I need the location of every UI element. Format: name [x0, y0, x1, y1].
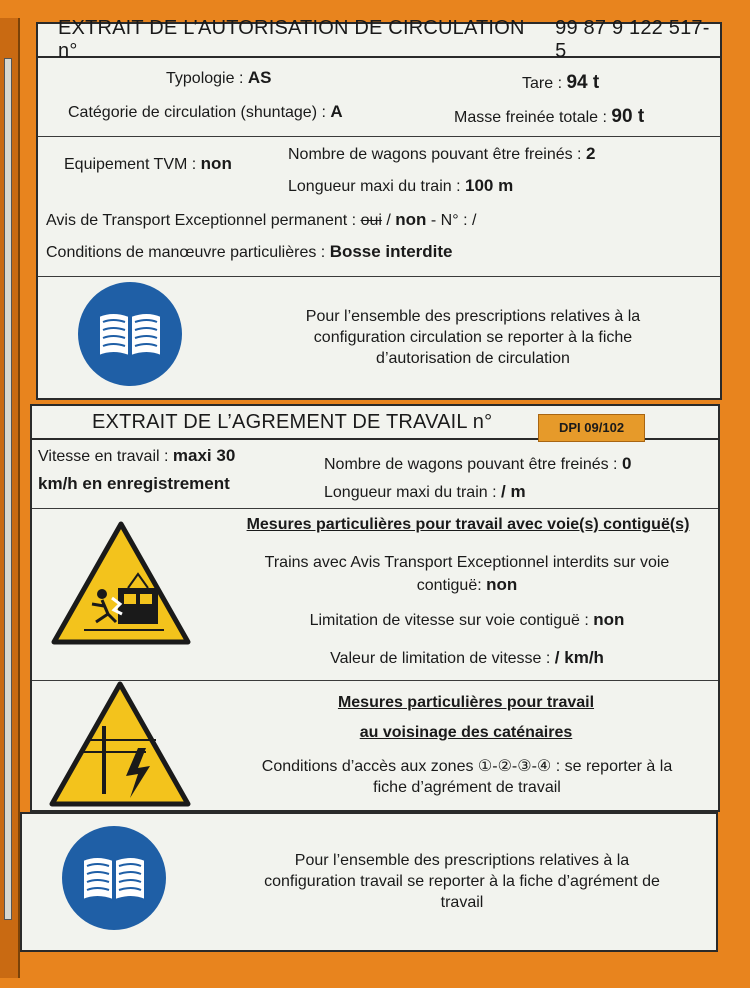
circulation-number: 99 87 9 122 517-5 [555, 17, 710, 62]
wagons [288, 144, 595, 164]
electric-hazard-icon [46, 678, 194, 812]
agrement-badge: DPI 09/102 [538, 414, 645, 442]
masse [454, 106, 644, 128]
vitesse [38, 446, 235, 466]
avis-separator: / [386, 212, 391, 229]
conditions-value: Bosse interdite [329, 242, 453, 261]
avis-oui: oui [360, 212, 382, 229]
tvm-value: non [200, 154, 232, 173]
warning-train-icon [48, 518, 194, 650]
work-wagons [324, 454, 631, 474]
work-longueur-label: Longueur maxi du train : [324, 484, 497, 501]
circulation-title: EXTRAIT DE L’AUTORISATION DE CIRCULATION n° [58, 17, 525, 62]
valeur-value: / km/h [554, 648, 604, 667]
trains-label: contiguë: [416, 577, 482, 594]
circulation-info [258, 306, 688, 369]
work-title: EXTRAIT DE L’AGREMENT DE TRAVAIL n° [92, 410, 493, 433]
vitesse-label: Vitesse en travail : [38, 448, 169, 465]
left-frame [0, 18, 20, 978]
circulation-header [38, 17, 720, 62]
caten-title-line: Mesures particulières pour travail [337, 694, 595, 711]
divider [38, 136, 720, 137]
work-wagons-value: 0 [621, 454, 632, 473]
caten-title [228, 688, 704, 748]
masse-label: Masse freinée totale : [454, 109, 607, 126]
typologie-label: Typologie : [166, 70, 244, 87]
mesures-title-text: Mesures particulières pour travail avec voie(s) contiguë(s) [246, 516, 690, 533]
divider [38, 276, 720, 277]
categorie [68, 102, 343, 122]
info-line: configuration travail se reporter à la fiche d’agrément de [264, 873, 660, 890]
info-line: Pour l’ensemble des prescriptions relatives à la [294, 852, 630, 869]
info-line: Pour l’ensemble des prescriptions relatives à la [305, 308, 641, 325]
work-wagons-label: Nombre de wagons pouvant être freinés : [324, 456, 618, 473]
typologie-value: AS [247, 68, 272, 87]
caten-title-line: au voisinage des caténaires [359, 724, 573, 741]
work-longueur [324, 482, 526, 502]
tvm-label: Equipement TVM : [64, 156, 197, 173]
acces-line: fiche d’agrément de travail [373, 779, 561, 796]
tare [522, 72, 599, 94]
longueur-label: Longueur maxi du train : [288, 178, 461, 195]
categorie-label: Catégorie de circulation (shuntage) : [68, 104, 326, 121]
footer-info [212, 850, 712, 913]
limitation-label: Limitation de vitesse sur voie contiguë : [309, 612, 589, 629]
footer-plate [20, 812, 718, 952]
tvm [64, 154, 232, 174]
circulation-plate [36, 17, 722, 400]
book-icon [62, 826, 166, 930]
work-plate [30, 404, 720, 812]
vitesse-value-2: km/h en enregistrement [38, 474, 230, 493]
info-line: configuration circulation se reporter à la fiche [313, 329, 633, 346]
wagons-value: 2 [585, 144, 596, 163]
acces-block [222, 756, 712, 798]
info-line: d’autorisation de circulation [376, 350, 570, 367]
info-line: travail [440, 894, 484, 911]
work-longueur-value: / m [501, 482, 526, 501]
categorie-value: A [330, 102, 343, 121]
avis-number: - N° : / [430, 212, 477, 229]
trains-line: Trains avec Avis Transport Exceptionnel interdits sur voie [264, 554, 670, 571]
longueur [288, 176, 513, 196]
mesures-title [228, 516, 708, 534]
limitation [232, 610, 702, 630]
acces-line: Conditions d’accès aux zones ①-②-③-④ : se reporter à la [261, 758, 673, 775]
limitation-value: non [593, 610, 625, 629]
wagons-label: Nombre de wagons pouvant être freinés : [288, 146, 582, 163]
trains-block [232, 552, 702, 597]
avis-non: non [395, 210, 427, 229]
avis [46, 210, 476, 230]
trains-value: non [486, 575, 518, 594]
tare-label: Tare : [522, 75, 563, 92]
valeur-label: Valeur de limitation de vitesse : [330, 650, 551, 667]
avis-label: Avis de Transport Exceptionnel permanent : [46, 212, 357, 229]
conditions [46, 242, 453, 262]
valeur [232, 648, 702, 668]
divider [32, 508, 718, 509]
conditions-label: Conditions de manœuvre particulières : [46, 244, 326, 261]
typologie [166, 68, 271, 88]
longueur-value: 100 m [465, 176, 514, 195]
vitesse-value: maxi 30 [172, 446, 236, 465]
tare-value: 94 t [566, 72, 600, 93]
book-icon [78, 282, 182, 386]
masse-value: 90 t [611, 106, 645, 127]
frame-rail [4, 58, 12, 920]
